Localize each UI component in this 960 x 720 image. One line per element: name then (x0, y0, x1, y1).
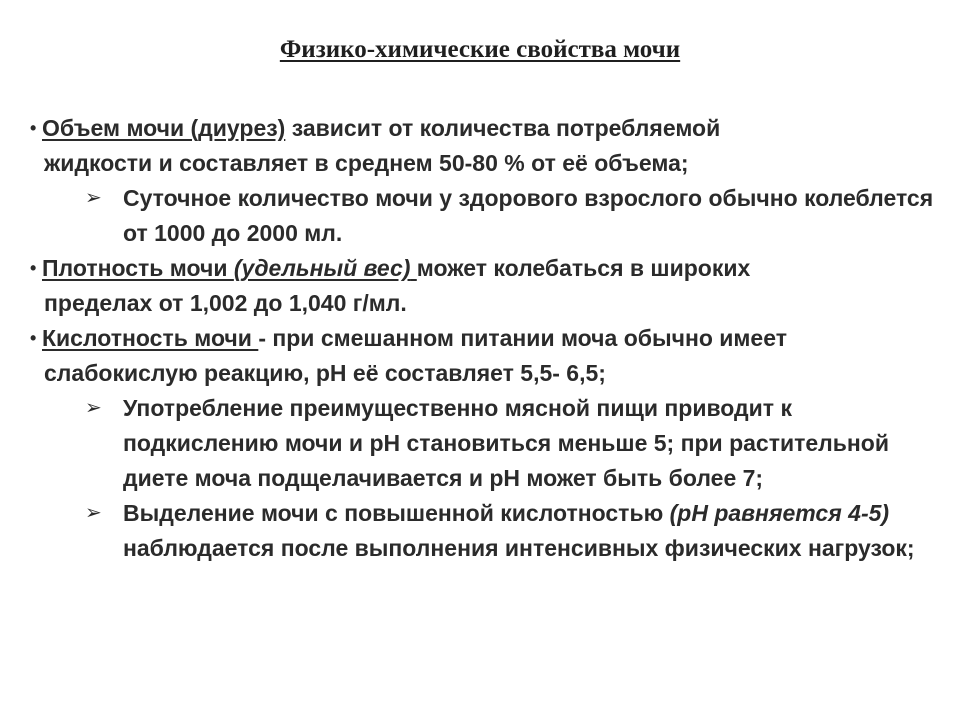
text-line: слабокислую реакцию, pH её составляет 5,5- 6,5; (44, 360, 606, 386)
bullet-icon: • (30, 258, 37, 278)
list-item-text (30, 111, 935, 181)
sub-item-text (85, 391, 935, 496)
text-line: Выделение мочи с повышенной кислотностью (pH (123, 500, 708, 526)
text-line: колеблется от 1000 до 2000 мл. (123, 185, 934, 246)
text-line: жидкости и составляет в среднем 50-80 % от её объема; (44, 150, 689, 176)
text-line: Употребление преимущественно мясной пищи приводит к (123, 395, 792, 421)
text-line: подкислению мочи и pH становиться меньше 5; при (123, 430, 723, 456)
text-line: Кислотность мочи - при смешанном питании моча обычно имеет (42, 325, 787, 351)
text-line: Суточное количество мочи у здорового взрослого обычно (123, 185, 798, 211)
text-line: интенсивных физических нагрузок; (504, 535, 915, 561)
arrow-bullet-icon: ➢ (85, 187, 102, 209)
list-item (30, 251, 935, 321)
underlined-term: Кислотность мочи (42, 325, 259, 351)
page-title: Физико-химические свойства мочи (279, 36, 681, 63)
sub-item (85, 496, 935, 566)
sub-item (85, 181, 935, 251)
bullet-icon: • (30, 328, 37, 348)
text-line: Объем мочи (диурез) зависит от количества потребляемой (42, 115, 721, 141)
underlined-term: Объем мочи (диурез) (42, 115, 286, 141)
list-item (30, 111, 935, 251)
content-body (30, 111, 935, 566)
sub-item (85, 391, 935, 496)
list-item (30, 321, 935, 566)
text-line: быть более 7; (603, 465, 764, 491)
arrow-bullet-icon: ➢ (85, 397, 102, 419)
sub-item-text (85, 181, 935, 251)
text-line: равняется 4-5) наблюдается после выполнения (123, 500, 890, 561)
text-line: растительной диете моча подщелачивается и pH может (123, 430, 889, 491)
text-line: Плотность мочи (удельный вес) может колебаться в широких (42, 255, 751, 281)
sub-item-text (85, 496, 935, 566)
text-line: пределах от 1,002 до 1,040 г/мл. (44, 290, 407, 316)
arrow-bullet-icon: ➢ (85, 502, 102, 524)
list-item-text (30, 321, 935, 391)
list-item-text (30, 251, 935, 321)
underlined-term: Плотность мочи (удельный вес) (42, 255, 411, 281)
bullet-icon: • (30, 118, 37, 138)
